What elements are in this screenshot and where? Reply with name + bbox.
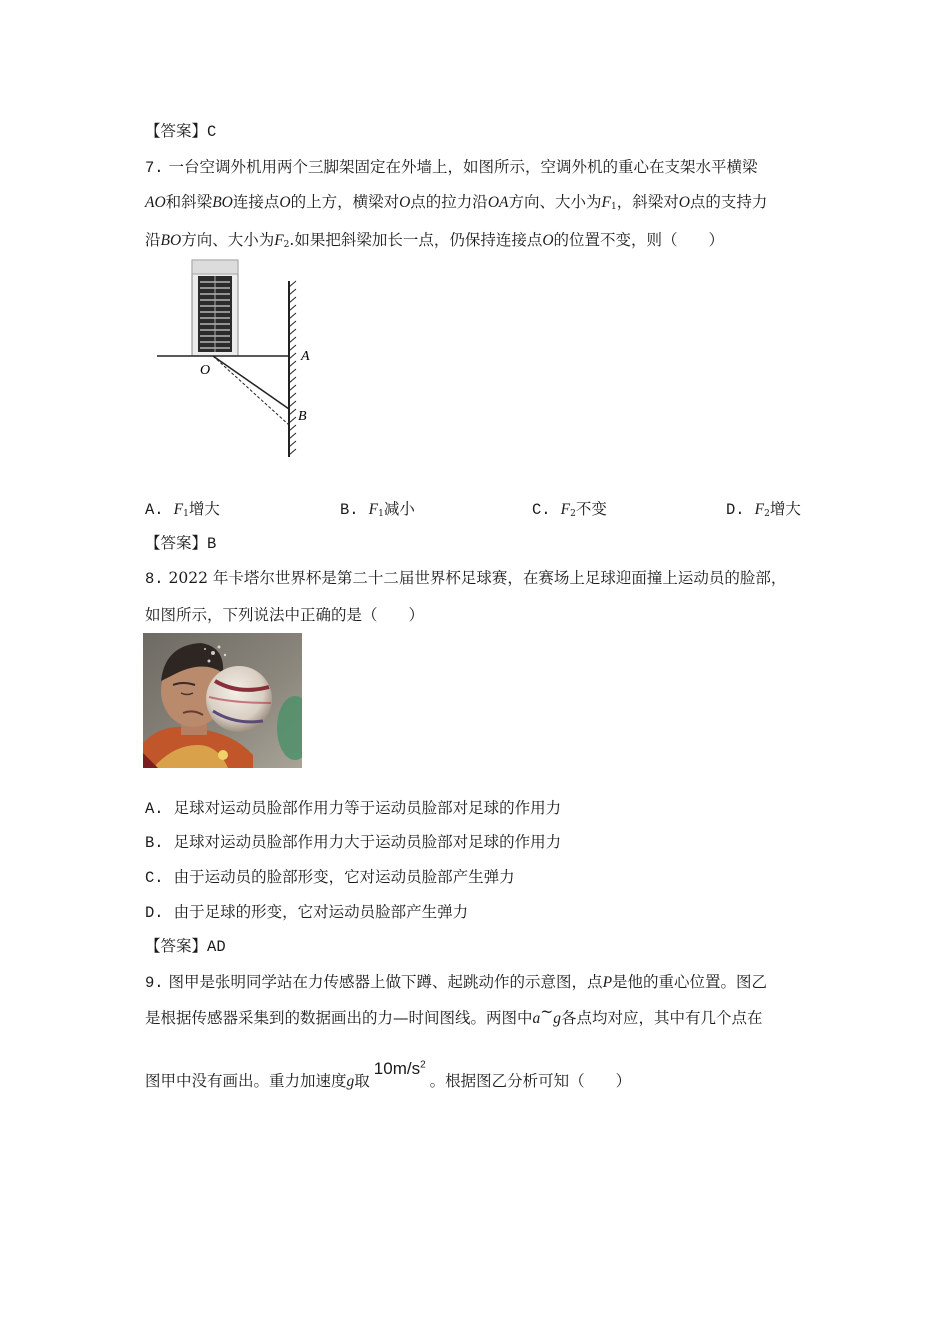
option-letter: C. bbox=[532, 501, 551, 519]
var-bo: BO bbox=[212, 194, 233, 211]
q9-text: 各点均对应，其中有几个点在 bbox=[561, 1009, 763, 1027]
var-f: F bbox=[560, 501, 571, 518]
q7-option-b[interactable] bbox=[340, 497, 415, 519]
option-text: 由于运动员的脸部形变，它对运动员脸部产生弹力 bbox=[173, 868, 515, 886]
beam-extended-dashed bbox=[213, 356, 289, 425]
q7-text: 方向、大小为 bbox=[181, 231, 275, 249]
q7-option-a[interactable] bbox=[145, 497, 220, 519]
q7-line-2 bbox=[145, 190, 767, 212]
q7-text: 方向、大小为 bbox=[508, 193, 602, 211]
q7-answer bbox=[145, 531, 216, 553]
subscript: 1 bbox=[610, 202, 617, 212]
q7-text: 的上方，横梁对 bbox=[290, 193, 400, 211]
label-b: B bbox=[298, 409, 307, 424]
q9-text: 图甲中没有画出。重力加速度 bbox=[145, 1072, 347, 1090]
q7-figure bbox=[155, 257, 345, 457]
option-letter: B. bbox=[145, 834, 164, 852]
var-f: F bbox=[173, 501, 184, 518]
answer-label: 【答案】 bbox=[145, 122, 208, 140]
var-bo: BO bbox=[160, 232, 182, 249]
subscript: 2 bbox=[570, 509, 576, 519]
gravity-value bbox=[374, 1059, 426, 1078]
air-conditioner-unit bbox=[192, 260, 238, 356]
option-letter: A. bbox=[145, 800, 164, 818]
answer-value: AD bbox=[207, 938, 226, 956]
var-o: O bbox=[279, 194, 291, 211]
var-g: g bbox=[553, 1010, 562, 1027]
subscript: 2 bbox=[764, 509, 770, 519]
q7-text: 连接点 bbox=[232, 193, 280, 211]
q8-option-c[interactable] bbox=[145, 865, 515, 887]
q8-line-2 bbox=[145, 603, 424, 625]
gravity-value-text: 10m/s bbox=[373, 1059, 421, 1078]
var-f: F bbox=[274, 232, 284, 249]
option-text: 增大 bbox=[188, 500, 220, 518]
option-letter: D. bbox=[145, 904, 164, 922]
q7-option-d[interactable] bbox=[726, 497, 801, 519]
answer-value: C bbox=[207, 123, 217, 141]
q7-text: 的位置不变，则（ ） bbox=[553, 231, 725, 249]
option-text: 增大 bbox=[769, 500, 801, 518]
var-f: F bbox=[754, 501, 765, 518]
q7-text: .如果把斜梁加长一点，仍保持连接点 bbox=[289, 231, 543, 249]
q6-answer bbox=[145, 119, 216, 141]
var-o: O bbox=[542, 232, 554, 249]
option-letter: A. bbox=[145, 501, 164, 519]
q7-text: 和斜梁 bbox=[165, 193, 213, 211]
q8-option-d[interactable] bbox=[145, 900, 468, 922]
wall-hatching bbox=[289, 281, 296, 455]
answer-label: 【答案】 bbox=[145, 937, 208, 955]
q9-line-1 bbox=[145, 970, 767, 992]
q9-line-3 bbox=[145, 1059, 632, 1091]
var-o: O bbox=[399, 194, 411, 211]
var-p: P bbox=[602, 974, 613, 991]
superscript: 2 bbox=[420, 1059, 426, 1071]
answer-label: 【答案】 bbox=[145, 534, 208, 552]
option-letter: C. bbox=[145, 869, 164, 887]
option-text: 由于足球的形变，它对运动员脸部产生弹力 bbox=[173, 903, 469, 921]
q7-text-1: 一台空调外机用两个三脚架固定在外墙上，如图所示，空调外机的重心在支架水平横梁 bbox=[168, 158, 758, 176]
var-f: F bbox=[368, 501, 379, 518]
label-a: A bbox=[301, 349, 310, 364]
q7-text: ，斜梁对 bbox=[616, 193, 679, 211]
option-text: 足球对运动员脸部作用力等于运动员脸部对足球的作用力 bbox=[173, 799, 562, 817]
subscript: 1 bbox=[183, 509, 189, 519]
q9-text: 取 bbox=[354, 1072, 370, 1090]
option-letter: B. bbox=[340, 501, 359, 519]
option-text: 足球对运动员脸部作用力大于运动员脸部对足球的作用力 bbox=[173, 833, 562, 851]
q7-text: 点的支持力 bbox=[689, 193, 768, 211]
q8-answer bbox=[145, 934, 226, 956]
q8-text-2: 如图所示，下列说法中正确的是（ ） bbox=[145, 606, 425, 624]
var-f: F bbox=[601, 194, 611, 211]
q8-photo bbox=[143, 633, 302, 768]
answer-value: B bbox=[207, 535, 217, 553]
var-o: O bbox=[678, 194, 690, 211]
question-number: 7. bbox=[145, 159, 164, 177]
q8-option-b[interactable] bbox=[145, 830, 561, 852]
q7-text: 沿 bbox=[145, 231, 161, 249]
subscript: 1 bbox=[378, 509, 384, 519]
beam-bo bbox=[213, 356, 289, 409]
var-ao: AO bbox=[145, 194, 166, 211]
q9-line-2 bbox=[145, 1003, 763, 1028]
q8-line-1 bbox=[145, 566, 786, 588]
q7-line-3 bbox=[145, 228, 724, 250]
q8-option-a[interactable] bbox=[145, 796, 561, 818]
subscript: 2 bbox=[283, 240, 290, 250]
option-text: 减小 bbox=[383, 500, 415, 518]
q7-option-c[interactable] bbox=[532, 497, 607, 519]
option-letter: D. bbox=[726, 501, 745, 519]
q9-text: 是根据传感器采集到的数据画出的力—时间图线。两图中 bbox=[145, 1009, 533, 1027]
q9-text: 。根据图乙分析可知（ ） bbox=[429, 1072, 632, 1090]
q7-text: 点的拉力沿 bbox=[410, 193, 488, 211]
var-g: g bbox=[346, 1073, 355, 1090]
q9-text: 是他的重心位置。图乙 bbox=[612, 973, 768, 991]
var-oa: OA bbox=[487, 194, 509, 211]
question-number: 8. bbox=[145, 570, 164, 588]
q9-text: 图甲是张明同学站在力传感器上做下蹲、起跳动作的示意图，点 bbox=[168, 973, 603, 991]
q7-line-1 bbox=[145, 155, 758, 177]
label-o: O bbox=[200, 363, 211, 378]
q8-text-1: 2022 年卡塔尔世界杯是第二十二届世界杯足球赛，在赛场上足球迎面撞上运动员的脸部， bbox=[168, 569, 787, 587]
option-text: 不变 bbox=[575, 500, 607, 518]
tilde: ~ bbox=[540, 1003, 554, 1021]
question-number: 9. bbox=[145, 974, 164, 992]
var-a: a bbox=[532, 1010, 541, 1027]
